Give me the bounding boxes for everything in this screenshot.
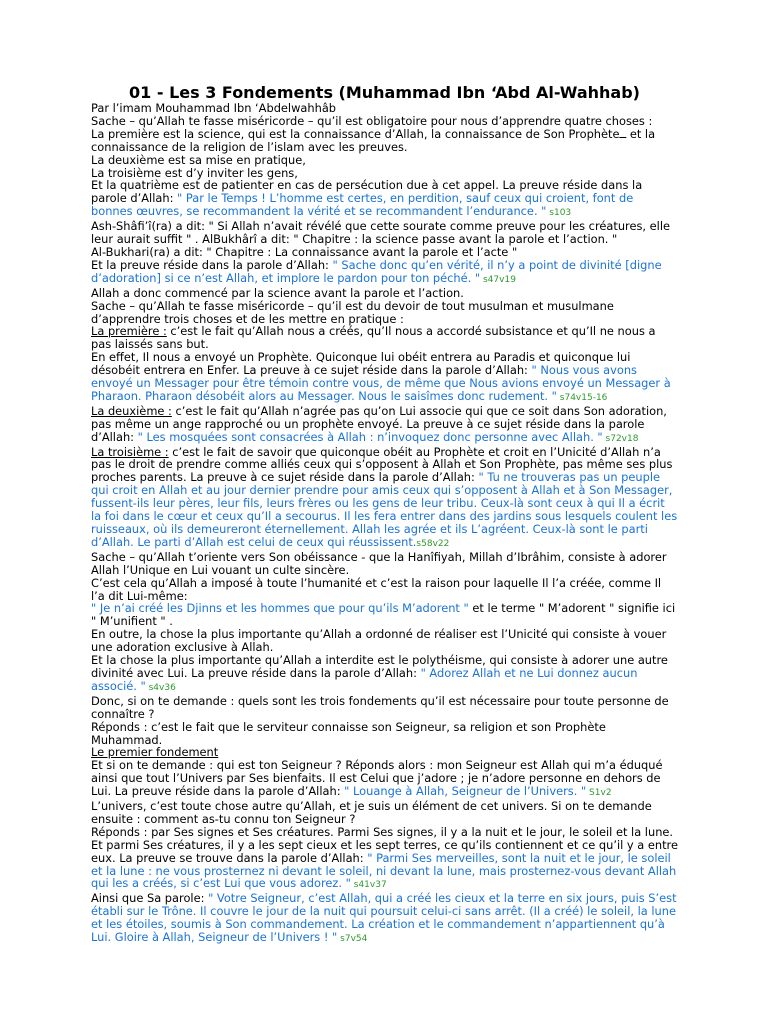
quran-quote: " Sache donc qu’en vérité, il n’y a point de divinité [digne d’adoration] si ce n’est Allah, et implore le pardon pour ton péché. " xyxy=(91,257,662,285)
paragraph: La troisième est d’y inviter les gens, xyxy=(91,165,298,180)
paragraph-text: c’est le fait qu’Allah nous a créés, qu’Il nous a accordé subsistance et qu’Il ne nous a pas laissés sans but. xyxy=(91,324,656,352)
paragraph-text: c’est le fait qu’Allah n’agrée pas qu’on Lui associe qui que ce soit dans Son adoration, pas même un ange rapproché ou un prophète envoyé. La preuve à ce sujet réside dans la parole d’Allah: xyxy=(91,403,667,444)
paragraph: Sache – qu’Allah te fasse miséricorde – qu’il est obligatoire pour nous d’apprendre quatre choses : xyxy=(91,113,653,128)
quran-quote: " Adorez Allah et ne Lui donnez aucun associé. " xyxy=(91,665,638,693)
paragraph: Donc, si on te demande : quels sont les trois fondements qu’il est nécessaire pour toute personne de connaître ? xyxy=(91,693,669,721)
paragraph xyxy=(91,259,678,287)
paragraph-text: Et la preuve réside dans la parole d’Allah: xyxy=(91,257,333,272)
paragraph: C’est cela qu’Allah a imposé à toute l’humanité et c’est la raison pour laquelle Il l’a créée, comme Il l’a dit Lui-même: xyxy=(91,575,662,603)
paragraph-text: Et si on te demande : qui est ton Seigneur ? Réponds alors : mon Seigneur est Allah qui m’a éduqué ainsi que tout l’Univers par Ses bienfaits. Il est Celui que j’adore ; je n’adore personne en dehors de Lui. La preuve réside dans la parole d’Allah: xyxy=(91,758,663,799)
quran-quote: " Par le Temps ! L’homme est certes, en perdition, sauf ceux qui croient, font de bonnes œuvres, se recommandent la vérité et se recommandent l’endurance. " xyxy=(91,191,634,219)
verse-reference: s103 xyxy=(546,208,572,219)
paragraph-text: Réponds : par Ses signes et Ses créatures. Parmi Ses signes, il y a la nuit et le jour, le soleil et la lune. Et parmi Ses créatures, il y a les sept cieux et les sept terres, ce qu’ils contiennent et ce qu’il y a entre eux. La preuve se trouve dans la parole d’Allah: xyxy=(91,824,679,865)
paragraph xyxy=(91,351,678,405)
paragraph xyxy=(91,654,678,695)
paragraph xyxy=(91,405,678,446)
paragraph xyxy=(91,325,678,351)
verse-reference: S1v2 xyxy=(586,788,612,799)
verse-reference: s47v19 xyxy=(480,274,516,285)
paragraph xyxy=(91,826,678,893)
paragraph xyxy=(91,446,678,551)
author-line: Par l’imam Mouhammad Ibn ‘Abdelwahhâb xyxy=(91,101,337,115)
paragraph-text: En effet, Il nous a envoyé un Prophète. Quiconque lui obéit entrera au Paradis et quiconque lui désobéit entrera en Enfer. La preuve à ce sujet réside dans la parole d’Allah: xyxy=(91,350,631,378)
section-heading: Le premier fondement xyxy=(91,745,219,760)
verse-reference: s7v54 xyxy=(337,934,368,945)
quran-quote: " Tu ne trouveras pas un peuple qui croit en Allah et au jour dernier prendre pour amis ceux qui s’opposent à Allah et à Son Messager, fussent-ils leur pères, leur fils, leurs frères ou les gens de leur tribu. Ceux-là sont ceux à qui Il a écrit la foi dans le cœur et ceux qu’Il a secourus. Il les fera entrer dans des jardins sous lesquels coulent les ruisseaux, où ils demeureront éternellement. Allah les agrée et ils L’agréent. Ceux-là sont le parti d’Allah. Le parti d’Allah est celui de ceux qui réussissent. xyxy=(91,470,678,549)
section-label: La première : xyxy=(91,324,167,339)
section-label: La deuxième : xyxy=(91,403,172,418)
verse-reference: s72v18 xyxy=(602,433,639,444)
document-title: 01 - Les 3 Fondements (Muhammad Ibn ‘Abd Al-Wahhab) xyxy=(129,83,640,102)
verse-reference: s74v15-16 xyxy=(556,392,608,403)
paragraph xyxy=(91,602,678,628)
quran-quote: " Votre Seigneur, c’est Allah, qui a créé les cieux et la terre en six jours, puis S’est établi sur le Trône. Il couvre le jour de la nuit qui poursuit celui-ci sans arrêt. (Il a créé) le soleil, la lune et les étoiles, soumis à Son commandement. La création et le commandement n’appartiennent qu’à Lui. Gloire à Allah, Seigneur de l’Univers ! " xyxy=(91,891,677,945)
paragraph: Al-Bukhari(ra) a dit: " Chapitre : La connaissance avant la parole et l’acte " xyxy=(91,244,518,259)
quran-quote: " Les mosquées sont consacrées à Allah : n’invoquez donc personne avec Allah. " xyxy=(137,429,603,444)
paragraph-text: Et la quatrième est de patienter en cas de persécution due à cet appel. La preuve réside dans la parole d’Allah: xyxy=(91,178,643,206)
paragraph xyxy=(91,759,678,800)
paragraph-text: et le terme " M’adorent " signifie ici " M’unifient " . xyxy=(91,601,676,629)
paragraph: L’univers, c’est toute chose autre qu’Allah, et je suis un élément de cet univers. Si on te demande ensuite : comment as-tu connu ton Seigneur ? xyxy=(91,799,652,826)
paragraph: La première est la science, qui est la connaissance d’Allah, la connaissance de Son Prophèteــ et la connaissance de la religion de l’islam avec les preuves. xyxy=(91,126,656,154)
verse-reference: s4v36 xyxy=(145,682,176,693)
paragraph xyxy=(91,179,678,220)
section-label: La troisième : xyxy=(91,444,169,459)
paragraph: Sache – qu’Allah t’oriente vers Son obéissance - que la Hanîfiyah, Millah d’Ibrâhim, consiste à adorer Allah l’Unique en Lui vouant un culte sincère. xyxy=(91,549,667,577)
paragraph: En outre, la chose la plus importante qu’Allah a ordonné de réaliser est l’Unicité qui consiste à vouer une adoration exclusive à Allah. xyxy=(91,627,667,655)
paragraph: Sache – qu’Allah te fasse miséricorde – qu’il est du devoir de tout musulman et musulmane d’apprendre trois choses et de les mettre en pratique : xyxy=(91,298,614,326)
paragraph: Allah a donc commencé par la science avant la parole et l’action. xyxy=(91,285,464,300)
paragraph: Réponds : c’est le fait que le serviteur connaisse son Seigneur, sa religion et son Prophète Muhammad. xyxy=(91,719,606,747)
paragraph: Ash-Shâfi’î(ra) a dit: " Si Allah n’avait révélé que cette sourate comme preuve pour les créatures, elle leur aurait suffit " . AlBukhârî a dit: " Chapitre : la science passe avant la parole et l’action. " xyxy=(91,219,671,247)
quran-quote: " Je n’ai créé les Djinns et les hommes que pour qu’ils M’adorent " xyxy=(91,601,469,616)
paragraph-text: Et la chose la plus importante qu’Allah a interdite est le polythéisme, qui consiste à adorer une autre divinité avec Lui. La preuve réside dans la parole d’Allah: xyxy=(91,653,668,680)
quran-quote: " Nous vous avons envoyé un Messager pour être témoin contre vous, de même que Nous avions envoyé un Messager à Pharaon. Pharaon désobéit alors au Messager. Nous le saisîmes donc rudement. " xyxy=(91,363,671,403)
quran-quote: " Louange à Allah, Seigneur de l’Univers. " xyxy=(344,784,587,799)
quran-quote: " Parmi Ses merveilles, sont la nuit et le jour, le soleil et la lune : ne vous prosternez ni devant le soleil, ni devant la lune, mais prosternez-vous devant Allah qui les a créés, si c’est Lui que vous adorez. " xyxy=(91,850,677,891)
verse-reference: s41v37 xyxy=(350,880,387,891)
paragraph xyxy=(91,892,678,946)
paragraph-text: Ainsi que Sa parole: xyxy=(91,891,209,906)
paragraph: La deuxième est sa mise en pratique, xyxy=(91,152,306,167)
paragraph-text: c’est le fait de savoir que quiconque obéit au Prophète et croit en l’Unicité d’Allah n’a pas le droit de prendre comme alliés ceux qui s’opposent à Allah et Son Prophète, pas même ses plus proches parents. La preuve à ce sujet réside dans la parole d’Allah: xyxy=(91,444,673,485)
verse-reference: s58v22 xyxy=(416,538,450,549)
